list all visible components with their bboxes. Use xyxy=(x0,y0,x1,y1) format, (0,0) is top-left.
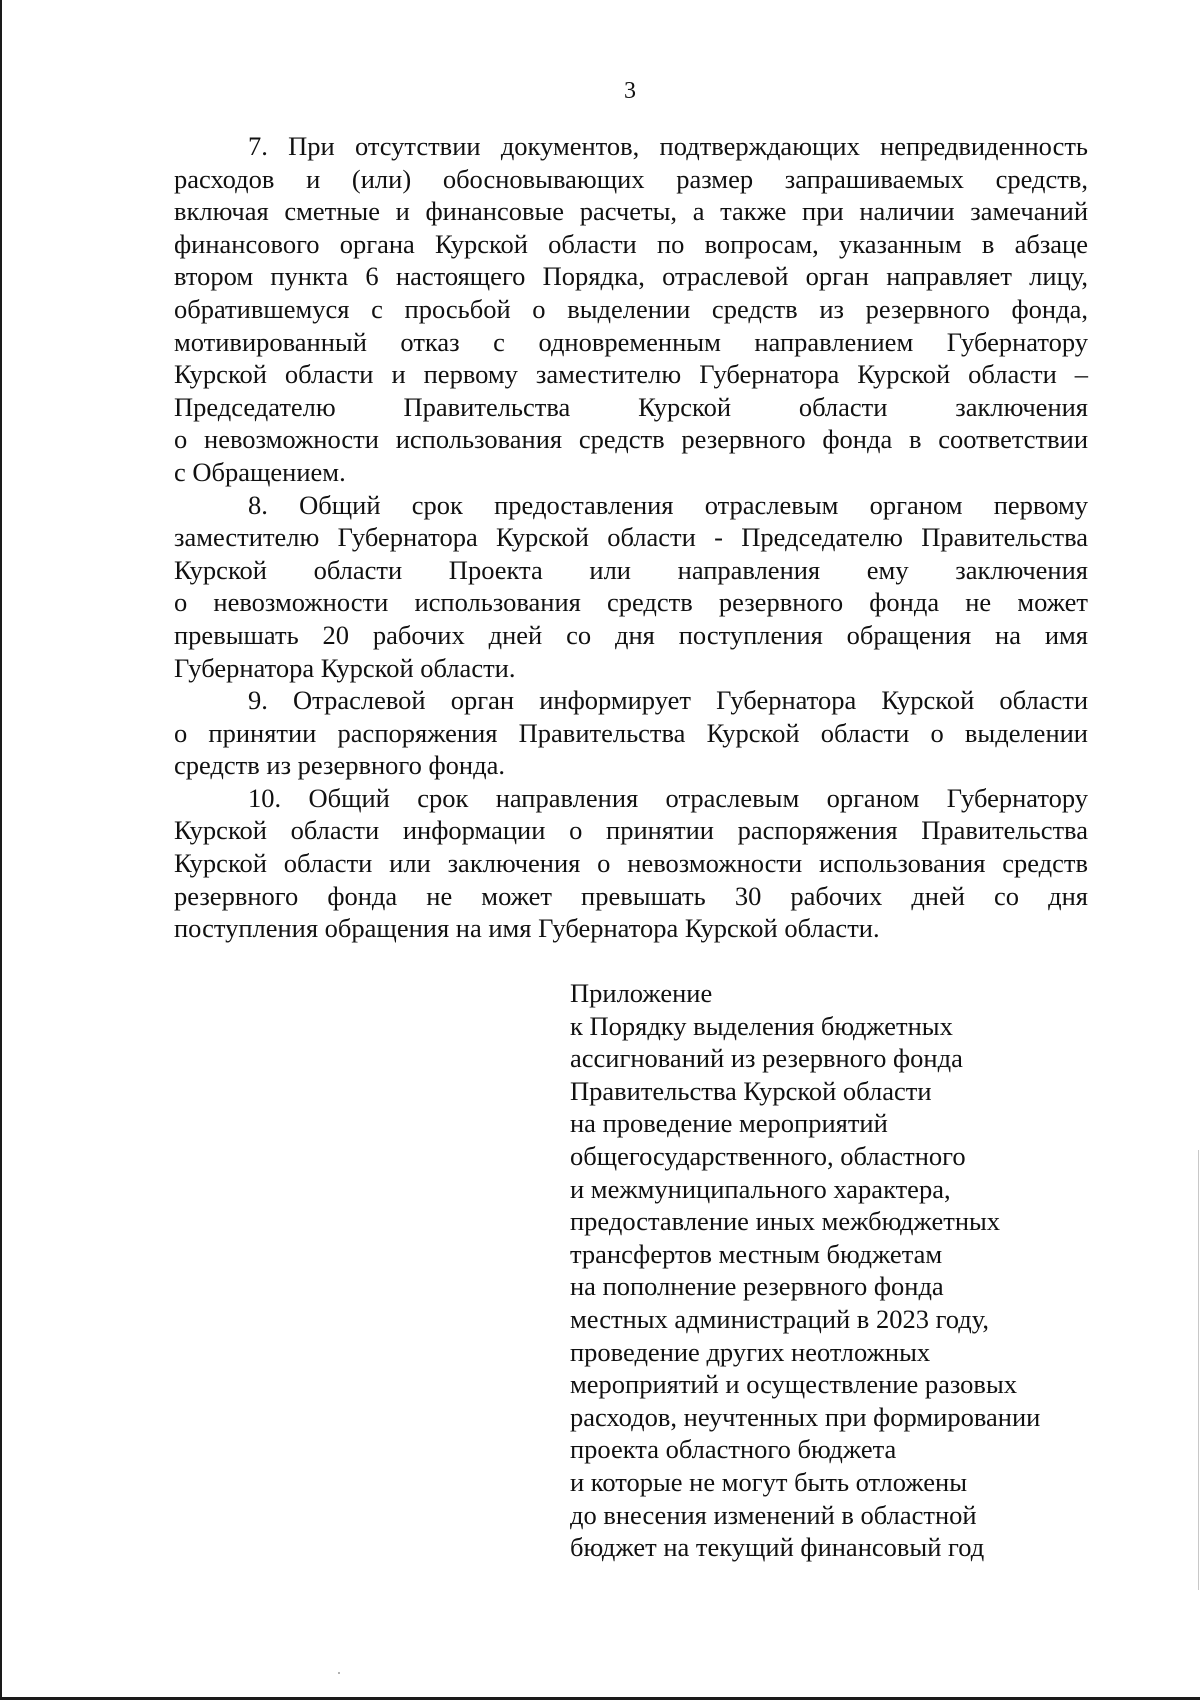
appendix-line: мероприятий и осуществление разовых xyxy=(570,1369,1017,1400)
document-body xyxy=(174,130,1088,945)
text-line: заместителю Губернатора Курской области - Председателю Правительства xyxy=(174,522,1088,553)
text-line: о принятии распоряжения Правительства Курской области о выделении xyxy=(174,717,1088,748)
appendix-line: бюджет на текущий финансовый год xyxy=(570,1532,985,1563)
text-line: превышать 20 рабочих дней со дня поступления обращения на имя xyxy=(174,619,1088,650)
text-line: обратившемуся с просьбой о выделении средств из резервного фонда, xyxy=(174,293,1088,324)
text-line: Курской области информации о принятии распоряжения Правительства xyxy=(174,815,1088,846)
text-line: поступления обращения на имя Губернатора Курской области. xyxy=(174,913,880,944)
text-line: Губернатора Курской области. xyxy=(174,652,516,683)
appendix-title: Приложение xyxy=(570,978,713,1008)
paragraph-9 xyxy=(174,684,1088,782)
text-line: финансового органа Курской области по вопросам, указанным в абзаце xyxy=(174,228,1088,259)
text-line: мотивированный отказ с одновременным направлением Губернатору xyxy=(174,326,1088,357)
paragraph-7 xyxy=(174,130,1088,489)
appendix-line: Правительства Курской области xyxy=(570,1075,932,1106)
appendix-line: до внесения изменений в областной xyxy=(570,1499,977,1530)
appendix-line: ассигнований из резервного фонда xyxy=(570,1043,963,1074)
appendix-line: и которые не могут быть отложены xyxy=(570,1466,967,1497)
page-number: 3 xyxy=(624,78,636,104)
text-line: 8. Общий срок предоставления отраслевым органом первому xyxy=(248,489,1088,520)
paragraph-8 xyxy=(174,489,1088,685)
appendix-line: проведение других неотложных xyxy=(570,1336,931,1367)
appendix-line: и межмуниципального характера, xyxy=(570,1173,951,1204)
appendix-line: на пополнение резервного фонда xyxy=(570,1271,944,1302)
scan-edge-right xyxy=(1198,1150,1199,1590)
scan-speck xyxy=(338,1672,340,1674)
text-line: Курской области Проекта или направления ему заключения xyxy=(174,554,1088,585)
text-line: втором пункта 6 настоящего Порядка, отраслевой орган направляет лицу, xyxy=(174,261,1088,292)
appendix-line: предоставление иных межбюджетных xyxy=(570,1206,1001,1237)
text-line: Курской области и первому заместителю Губернатора Курской области – xyxy=(174,359,1088,390)
appendix-header xyxy=(570,977,1130,1564)
text-line: расходов и (или) обосновывающих размер запрашиваемых средств, xyxy=(174,163,1088,194)
scan-edge-left xyxy=(0,0,2,1700)
text-line: о невозможности использования средств резервного фонда не может xyxy=(174,587,1088,618)
appendix-line: расходов, неучтенных при формировании xyxy=(570,1401,1041,1432)
text-line: с Обращением. xyxy=(174,456,346,487)
text-line: о невозможности использования средств резервного фонда в соответствии xyxy=(174,424,1088,455)
appendix-line: на проведение мероприятий xyxy=(570,1108,888,1139)
text-line: включая сметные и финансовые расчеты, а также при наличии замечаний xyxy=(174,196,1088,227)
appendix-line: общегосударственного, областного xyxy=(570,1140,966,1171)
text-line: 9. Отраслевой орган информирует Губернатора Курской области xyxy=(248,685,1088,716)
text-line: 10. Общий срок направления отраслевым органом Губернатору xyxy=(248,782,1088,813)
appendix-line: трансфертов местным бюджетам xyxy=(570,1238,943,1269)
appendix-line: к Порядку выделения бюджетных xyxy=(570,1010,953,1041)
text-line: 7. При отсутствии документов, подтверждающих непредвиденность xyxy=(248,131,1088,161)
appendix-line: проекта областного бюджета xyxy=(570,1434,897,1465)
text-line: средств из резервного фонда. xyxy=(174,750,505,781)
text-line: Курской области или заключения о невозможности использования средств xyxy=(174,848,1088,879)
appendix-line: местных администраций в 2023 году, xyxy=(570,1303,989,1334)
text-line: Председателю Правительства Курской области заключения xyxy=(174,391,1088,422)
text-line: резервного фонда не может превышать 30 рабочих дней со дня xyxy=(174,880,1088,911)
paragraph-10 xyxy=(174,782,1088,945)
